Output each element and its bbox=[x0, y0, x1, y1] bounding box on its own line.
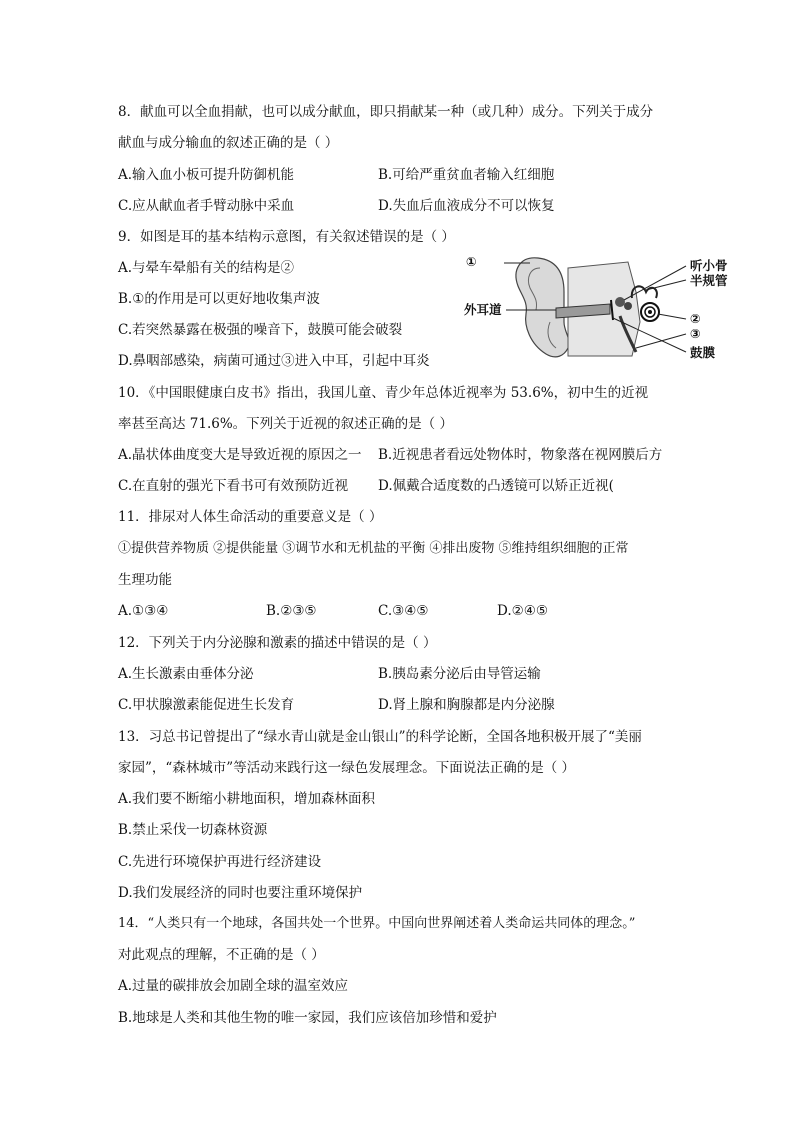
q8-option-c: C.应从献血者手臂动脉中采血 bbox=[118, 198, 295, 214]
q12-option-c: C.甲状腺激素能促进生长发育 bbox=[118, 697, 295, 713]
ear-structure-figure bbox=[460, 252, 760, 364]
q14-stem-line2: 对此观点的理解，不正确的是（ ） bbox=[118, 947, 325, 963]
figure-label-3: ③ bbox=[690, 326, 701, 341]
q9-option-d: D.鼻咽部感染，病菌可通过③进入中耳，引起中耳炎 bbox=[118, 353, 430, 369]
q11-items-line2: 生理功能 bbox=[118, 572, 172, 588]
q9-stem: 9．如图是耳的基本结构示意图，有关叙述错误的是（ ） bbox=[118, 229, 455, 245]
q11-stem: 11．排尿对人体生命活动的重要意义是（ ） bbox=[118, 509, 383, 525]
q8-option-b: B.可给严重贫血者输入红细胞 bbox=[378, 167, 555, 183]
q11-option-b: B.②③⑤ bbox=[266, 603, 317, 619]
figure-label-outer-canal: 外耳道 bbox=[464, 302, 502, 317]
figure-label-ossicles: 听小骨 bbox=[690, 258, 728, 273]
q11-items-line1: ①提供营养物质 ②提供能量 ③调节水和无机盐的平衡 ④排出废物 ⑤维持组织细胞的正常 bbox=[118, 541, 629, 556]
q13-option-d: D.我们发展经济的同时也要注重环境保护 bbox=[118, 885, 363, 901]
q13-option-c: C.先进行环境保护再进行经济建设 bbox=[118, 854, 322, 870]
q11-option-c: C.③④⑤ bbox=[378, 603, 429, 619]
q14-option-b: B.地球是人类和其他生物的唯一家园，我们应该倍加珍惜和爱护 bbox=[118, 1010, 497, 1026]
q9-option-a: A.与晕车晕船有关的结构是② bbox=[118, 260, 295, 276]
q14-option-a: A.过量的碳排放会加剧全球的温室效应 bbox=[118, 978, 349, 994]
figure-label-semicircular: 半规管 bbox=[690, 273, 728, 288]
q14-stem-line1: 14．“人类只有一个地球，各国共处一个世界。中国向世界阐述着人类命运共同体的理念。” bbox=[118, 916, 636, 931]
q9-option-c: C.若突然暴露在极强的噪音下，鼓膜可能会破裂 bbox=[118, 322, 403, 338]
q10-option-c: C.在直射的强光下看书可有效预防近视 bbox=[118, 478, 349, 494]
q10-stem-line2: 率甚至高达 71.6%。下列关于近视的叙述正确的是（ ） bbox=[118, 416, 453, 432]
figure-label-1: ① bbox=[466, 254, 477, 269]
q12-option-a: A.生长激素由垂体分泌 bbox=[118, 666, 254, 682]
q11-option-a: A.①③④ bbox=[118, 603, 169, 619]
q9-option-b: B.①的作用是可以更好地收集声波 bbox=[118, 291, 320, 307]
q8-stem-line1: 8．献血可以全血捐献，也可以成分献血，即只捐献某一种（或几种）成分。下列关于成分 bbox=[118, 104, 654, 120]
q11-option-d: D.②④⑤ bbox=[497, 603, 548, 619]
q13-stem-line2: 家园”，“森林城市”等活动来践行这一绿色发展理念。下面说法正确的是（ ） bbox=[118, 760, 575, 776]
q13-stem-line1: 13．习总书记曾提出了“绿水青山就是金山银山”的科学论断，全国各地积极开展了“美丽 bbox=[118, 729, 642, 745]
q13-option-b: B.禁止采伐一切森林资源 bbox=[118, 822, 268, 838]
q8-option-d: D.失血后血液成分不可以恢复 bbox=[378, 198, 555, 214]
q12-option-b: B.胰岛素分泌后由导管运输 bbox=[378, 666, 541, 682]
q10-option-d: D.佩戴合适度数的凸透镜可以矫正近视( bbox=[378, 478, 614, 494]
q8-option-a: A.输入血小板可提升防御机能 bbox=[118, 167, 295, 183]
q10-option-b: B.近视患者看远处物体时，物象落在视网膜后方 bbox=[378, 447, 663, 463]
q13-option-a: A.我们要不断缩小耕地面积，增加森林面积 bbox=[118, 791, 376, 807]
q10-stem-line1: 10．《中国眼健康白皮书》指出，我国儿童、青少年总体近视率为 53.6%，初中生的近视 bbox=[118, 385, 649, 401]
figure-label-2: ② bbox=[690, 311, 701, 326]
q12-stem: 12．下列关于内分泌腺和激素的描述中错误的是（ ） bbox=[118, 635, 437, 651]
q12-option-d: D.肾上腺和胸腺都是内分泌腺 bbox=[378, 697, 555, 713]
q8-stem-line2: 献血与成分输血的叙述正确的是（ ） bbox=[118, 135, 339, 151]
q10-option-a: A.晶状体曲度变大是导致近视的原因之一 bbox=[118, 447, 362, 463]
figure-label-eardrum: 鼓膜 bbox=[690, 345, 716, 360]
